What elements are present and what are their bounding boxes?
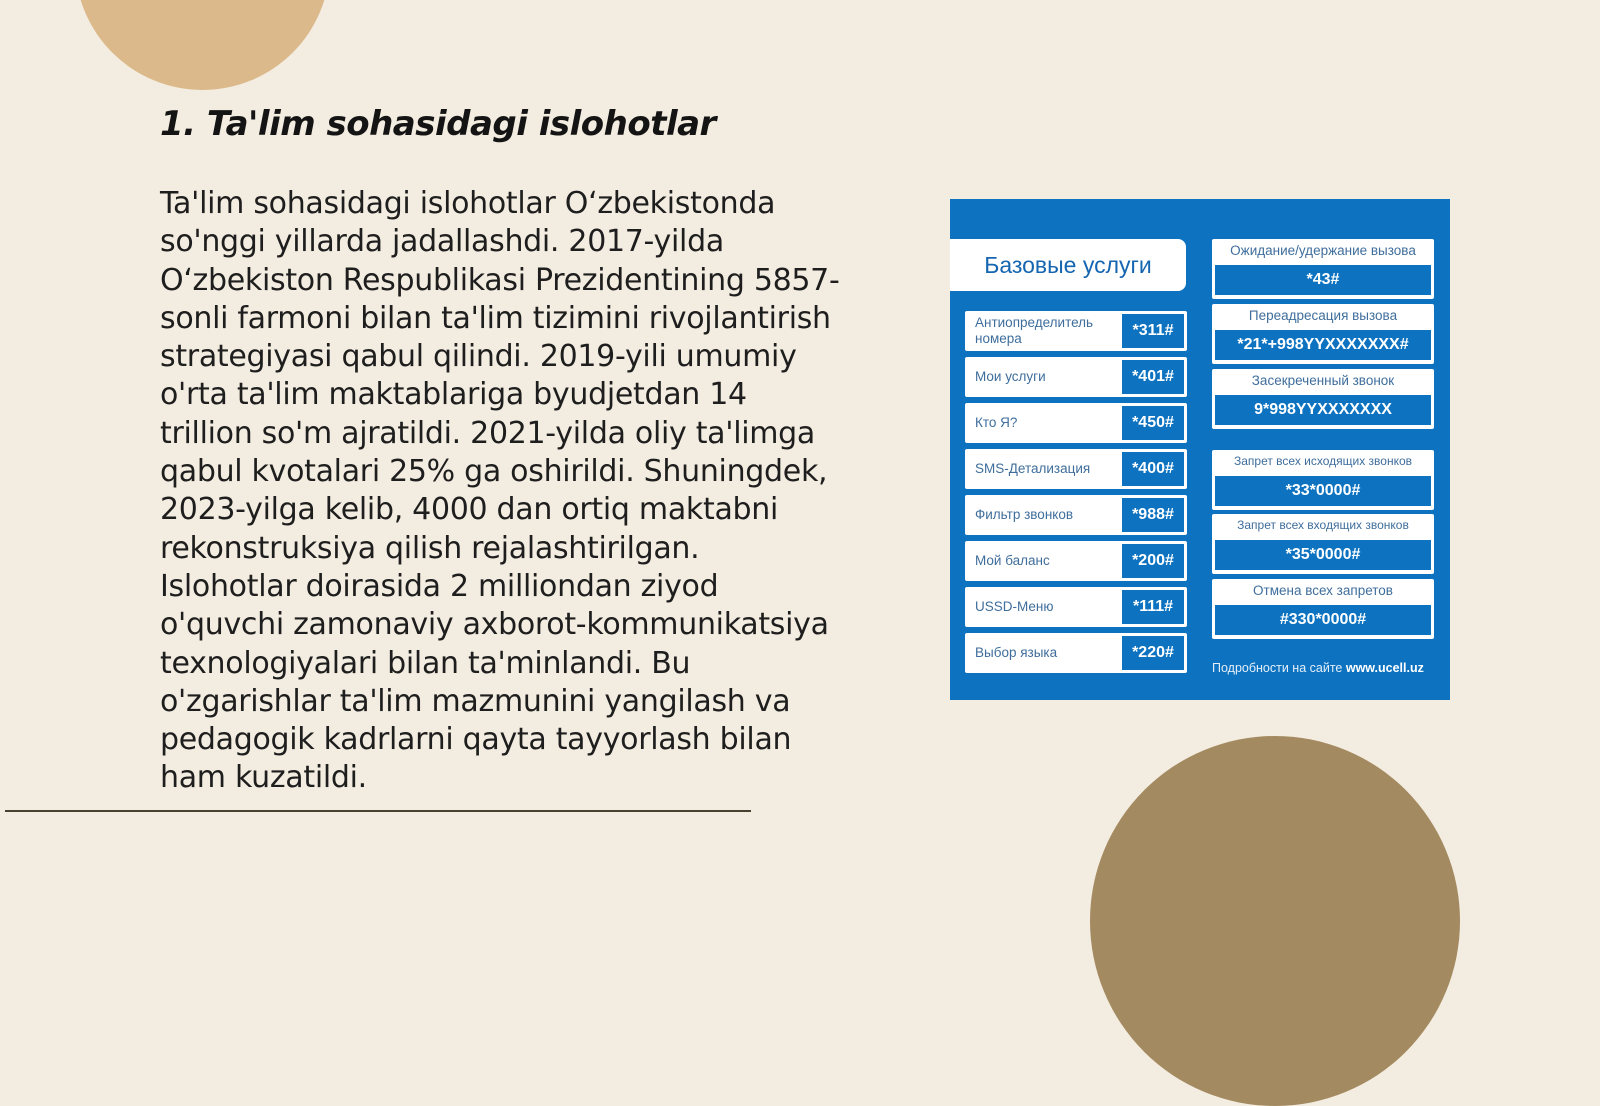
promo-footer-text: Подробности на сайте: [1212, 661, 1343, 675]
service-row: [965, 357, 1187, 397]
slide-title: 1. Ta'lim sohasidagi islohotlar: [160, 104, 716, 144]
service-label: Мой баланс: [975, 553, 1050, 568]
service-label: Переадресация вызова: [1248, 308, 1398, 323]
service-label: Фильтр звонков: [975, 507, 1074, 522]
service-box: [1212, 579, 1434, 639]
service-label: Запрет всех входящих звонков: [1237, 518, 1409, 532]
service-code: *311#: [1122, 314, 1184, 348]
decorative-circle-top: [75, 0, 330, 90]
service-code: 9*998YYXXXXXXX: [1215, 395, 1431, 425]
service-row: [965, 587, 1187, 627]
service-row: [965, 403, 1187, 443]
promo-footer-link: www.ucell.uz: [1345, 661, 1424, 675]
service-code: *35*0000#: [1215, 540, 1431, 570]
service-code: *450#: [1122, 406, 1184, 440]
service-row: [965, 541, 1187, 581]
promo-footer: [1212, 661, 1440, 675]
slide-body-text: Ta'lim sohasidagi islohotlar O‘zbekistonda so'nggi yillarda jadallashdi. 2017-yilda O‘zbekiston Respublikasi Prezidentining 5857-sonli farmoni bilan ta'lim tizimini rivojlantirish strategiyasi qabul qilindi. 2019-yili umumiy o'rta ta'lim maktablariga byudjetdan 14 trillion so'm ajratildi. 2021-yilda oliy ta'limga qabul kvotalari 25% ga oshirildi. Shuningdek, 2023-yilga kelib, 4000 dan ortiq maktabni rekonstruksiya qilish rejalashtirilgan. Islohotlar doirasida 2 milliondan ziyod o'quvchi zamonaviy axborot-kommunikatsiya texnologiyalari bilan ta'minlandi. Bu o'zgarishlar ta'lim mazmunini yangilash va pedagogik kadrlarni qayta tayyorlash bilan ham kuzatildi.: [160, 186, 840, 796]
service-code: *988#: [1122, 498, 1184, 532]
service-code: *400#: [1122, 452, 1184, 486]
service-label: Мои услуги: [975, 369, 1046, 384]
ussd-services-image: [950, 199, 1450, 700]
service-label: Ожидание/удержание вызова: [1230, 243, 1416, 258]
service-label: Кто Я?: [975, 415, 1018, 430]
service-code: #330*0000#: [1215, 605, 1431, 635]
service-row: [965, 633, 1187, 673]
service-label: Антиопределитель номера: [975, 315, 1094, 346]
service-label: Засекреченный звонок: [1251, 373, 1395, 388]
service-code: *220#: [1122, 636, 1184, 670]
service-row: [965, 311, 1187, 351]
service-row: [965, 495, 1187, 535]
service-label: USSD-Меню: [975, 599, 1054, 614]
service-box: [1212, 450, 1434, 510]
service-code: *33*0000#: [1215, 476, 1431, 506]
service-code: *43#: [1215, 265, 1431, 295]
service-box: [1212, 369, 1434, 429]
decorative-circle-bottom: [1090, 736, 1460, 1106]
service-code: *111#: [1122, 590, 1184, 624]
promo-title: Базовые услуги: [950, 239, 1186, 291]
service-box: [1212, 304, 1434, 364]
service-label: Выбор языка: [975, 645, 1058, 660]
service-box: [1212, 239, 1434, 299]
service-label: Запрет всех исходящих звонков: [1233, 454, 1413, 468]
service-code: *200#: [1122, 544, 1184, 578]
service-label: SMS-Детализация: [975, 461, 1091, 476]
service-code: *21*+998YYXXXXXXX#: [1215, 330, 1431, 360]
service-row: [965, 449, 1187, 489]
service-code: *401#: [1122, 360, 1184, 394]
divider-line: [5, 810, 751, 812]
service-box: [1212, 514, 1434, 574]
service-label: Отмена всех запретов: [1253, 583, 1393, 598]
